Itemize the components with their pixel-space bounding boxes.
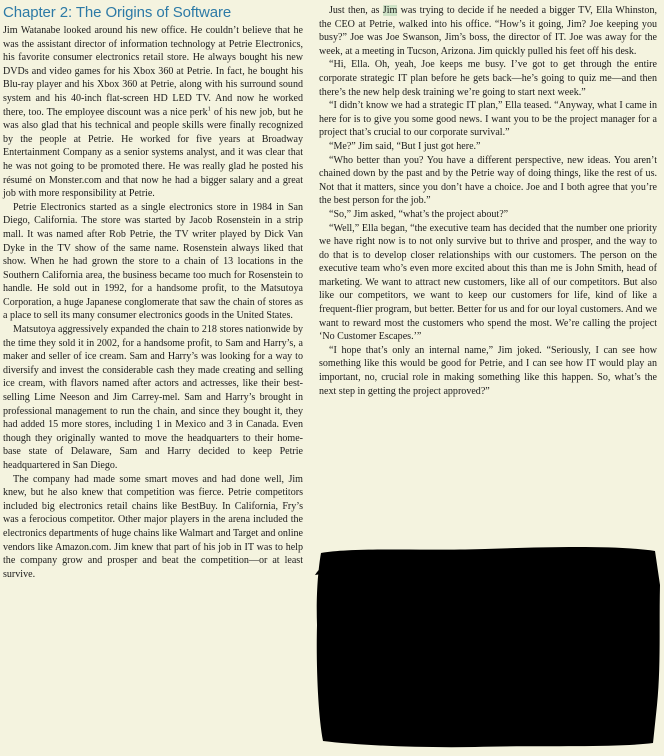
paragraph-text: Just then, as — [329, 5, 383, 16]
paragraph: “Who better than you? You have a different perspective, new ideas. You aren’t chained down by the past and by the Petrie way of doing things, like the rest of us. Not that it matters, since you don’t have a choice. Joe and I both agree that you’re the best person for the job.” — [319, 154, 657, 207]
paragraph: “I didn’t know we had a strategic IT plan,” Ella teased. “Anyway, what I came in here for is to give you some good news. I want you to be the project manager for a project that’s crucial to our corporate survival.” — [319, 100, 657, 139]
paragraph: Petrie Electronics started as a single electronics store in 1984 in San Diego, California. The store was started by Jacob Rosenstein in a strip mall. It was named after Rob Petrie, the TV writer played by Dick Van Dyke in the TV show of the same name. Rosenstein always liked that show. When he had grown the store to a chain of 13 locations in the Southern California area, the business became too much for Rosenstein to handle. He sold out in 1992, for a handsome profit, to the Matsutoya Corporation, a huge Japanese conglomerate that saw the chain of stores as a place to sell its many consumer electronics goods in the United States. — [3, 201, 303, 322]
right-column — [319, 4, 657, 398]
paragraph-text: of his new job, but he was also glad that his technical and people skills were finally recognized by the people at Petrie. He worked for five years at Broadway Entertainment Company as a senior systems analyst, and it was clear that he was not going to be promoted there. He was really glad he posted his résumé on Monster.com and that now he had a bigger salary and a great job with more responsibility at Petrie. — [3, 106, 304, 200]
paragraph: “Well,” Ella began, “the executive team has decided that the number one priority we have right now is to not only survive but to thrive and prosper, and the way to do that is to develop closer relationships with our customers. The person on the executive team who’s even more excited about this than me is John Smith, head of marketing. We want to attract new customers, like all of our competitors. But also like our competitors, we want to keep our customers for life, kind of like a frequent-flier program, but better. Better for us and for our loyal customers. And we want to reward most the customers who spend the most. We’re calling the project ‘No Customer Escapes.’” — [319, 222, 657, 343]
paragraph-text: Jim Watanabe looked around his new office. He couldn’t believe that he was the assistant director of information technology at Petrie Electronics, his favorite consumer electronics retail store. He always bought his new DVDs and video games for his Xbox 360 at Petrie. In fact, he bought his Blu-ray player and his Xbox 360 at Petrie, along with his surround sound system and his 40-inch flat-screen HD LED TV. And now he worked there, too. The employee discount was a nice perk — [3, 25, 303, 118]
paragraph: “I hope that’s only an internal name,” Jim joked. “Seriously, I can see how something like this would be good for Petrie, and I can see how IT would play an important, no, crucial role in making something like this happen. So, what’s the next step in getting the project approved?” — [319, 344, 657, 397]
paragraph: “Hi, Ella. Oh, yeah, Joe keeps me busy. I’ve got to get through the entire corporate strategic IT plan before he gets back—he’s going to quiz me—and then there’s the new help desk training we’re going to start next week.” — [319, 59, 657, 98]
redaction-scribble — [315, 545, 662, 749]
left-column — [3, 4, 303, 581]
paragraph-text: was trying to decide if he needed a bigger TV, Ella Whinston, the CEO at Petrie, walked into his office. “How’s it going, Jim? Joe keeping you busy?” Joe was Joe Swanson, Jim’s boss, the director of IT. Joe was away for the week, at a meeting in Tucson, Arizona. Jim quickly pulled his feet off his desk. — [319, 5, 657, 57]
redaction-scribble-icon — [315, 545, 662, 749]
paragraph: Matsutoya aggressively expanded the chain to 218 stores nationwide by the time they sold it in 2002, for a handsome profit, to Sam and Harry’s, a maker and seller of ice cream. Sam and Harry’s was looking for a way to diversify and invest the considerable cash they made creating and selling ice cream, with flavors named after actors and actresses, like their best-selling Lime Neeson and Jim Carrey-mel. Sam and Harry’s brought in professional management to run the chain, and since they bought it, they had added 15 more stores, including 1 in Mexico and 3 in Canada. Even though they originally wanted to move the headquarters to their home-base state of Delaware, Sam and Harry decided to keep Petrie headquartered in San Diego. — [3, 324, 303, 471]
paragraph — [3, 24, 303, 201]
paragraph — [319, 4, 657, 58]
footnote-marker[interactable]: 1 — [207, 105, 211, 113]
paragraph: The company had made some smart moves and had done well, Jim knew, but he also knew that competition was fierce. Petrie competitors included big electronics retail chains like BestBuy. In California, Fry’s was a ferocious competitor. Other major players in the arena included the electronics departments of huge chains like Walmart and Target and online vendors like Amazon.com. Jim knew that part of his job in IT was to help the company grow and prosper and beat the competition—or at least survive. — [3, 473, 303, 580]
paragraph: “So,” Jim asked, “what’s the project about?” — [329, 208, 509, 220]
highlighted-word[interactable]: Jim — [382, 5, 398, 16]
paragraph: “Me?” Jim said, “But I just got here.” — [329, 140, 481, 152]
chapter-title: Chapter 2: The Origins of Software — [3, 4, 232, 21]
